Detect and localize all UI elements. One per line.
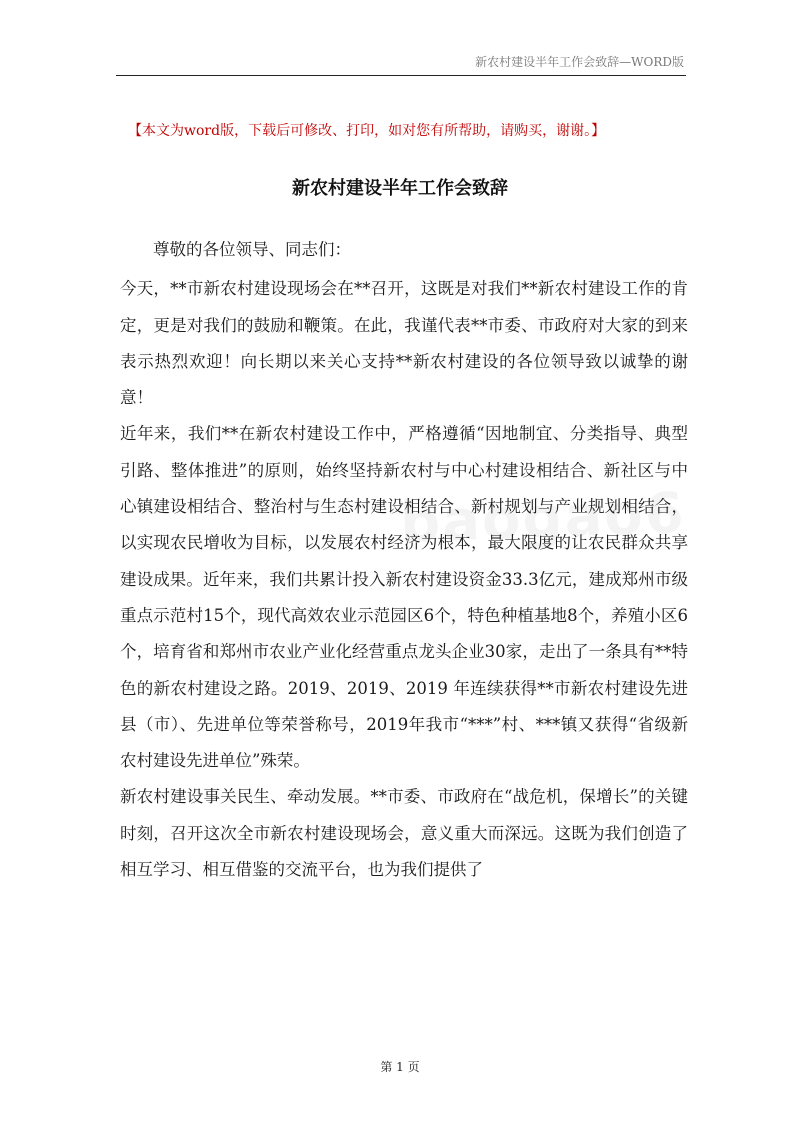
paragraph-1: 今天，**市新农村建设现场会在**召开，这既是对我们**新农村建设工作的肯定，更是对我们的鼓励和鞭策。在此，我谨代表**市委、市政府对大家的到来表示热烈欢迎！向长期以来关心支持**新农村建设的各位领导致以诚挚的谢意！ (120, 279, 688, 408)
document-title: 新农村建设半年工作会致辞 (292, 178, 508, 199)
running-header: 新农村建设半年工作会致辞—WORD版 (475, 55, 684, 69)
paragraph-2: 近年来，我们**在新农村建设工作中，严格遵循“因地制宜、分类指导、典型引路、整体推进”的原则，始终坚持新农村与中心村建设相结合、新社区与中心镇建设相结合、整治村与生态村建设相结合、新村规划与产业规划相结合，以实现农民增收为目标，以发展农村经济为根本，最大限度的让农民群众共享建设成果。近年来，我们共累计投入新农村建设资金33.3亿元，建成郑州市级重点示范村15个，现代高效农业示范园区6个，特色种植基地8个，养殖小区6个，培育省和郑州市农业产业化经营重点龙头企业30家，走出了一条具有**特色的新农村建设之路。2019、2019、2019 年连续获得**市新农村建设先进县（市）、先进单位等荣誉称号，2019年我市“***”村、***镇又获得“省级新农村建设先进单位”殊荣。 (120, 424, 688, 771)
page-number: 第 1 页 (380, 1060, 420, 1074)
document-body (120, 232, 688, 888)
header-divider (116, 75, 686, 76)
paragraph-3: 新农村建设事关民生、牵动发展。**市委、市政府在“战危机，保增长”的关键时刻，召开这次全市新农村建设现场会，意义重大而深远。这既为我们创造了相互学习、相互借鉴的交流平台，也为我们提供了 (120, 787, 688, 880)
greeting: 尊敬的各位领导、同志们： (153, 240, 351, 259)
purchase-notice: 【本文为word版，下载后可修改、打印，如对您有所帮助，请购买，谢谢。】 (128, 123, 606, 139)
